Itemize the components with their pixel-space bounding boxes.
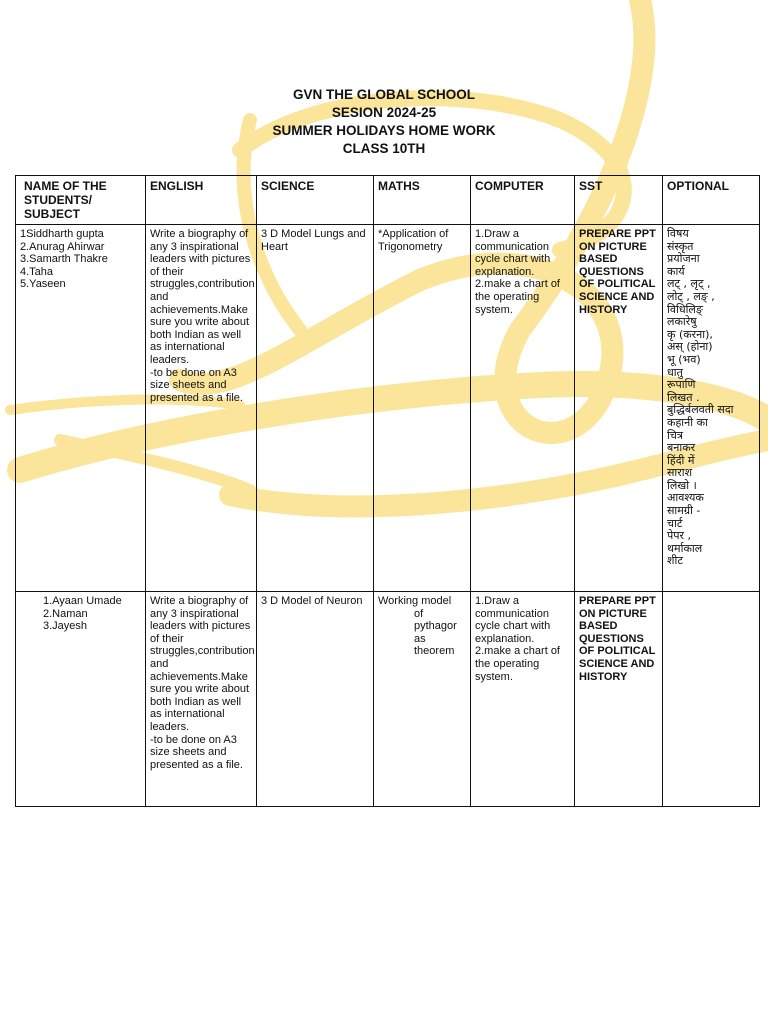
optional-cell: विषय संस्कृत प्रयोजना कार्य लट् , लृट् , लोट् , लङ् , विधिलिङ् लकारेषु कृ (करना), अस् (होना) भू (भव) धातु रूपाणि लिखत . बुद्धिर्बलवती सदा कहानी का चित्र बनाकर हिंदी में साराश लिखो । आवश्यक सामग्री - चार्ट पेपर , थर्माकाल शीट bbox=[663, 225, 760, 592]
school-name: GVN THE GLOBAL SCHOOL bbox=[292, 87, 475, 102]
english-cell: Write a biography of any 3 inspirational leaders with pictures of their struggles,contribution and achievements.Make sure you write about both Indian as well as international leaders. -to be done on A3 size sheets and presented as a file. bbox=[146, 592, 257, 807]
document-header bbox=[0, 86, 768, 158]
maths-cell: *Application of Trigonometry bbox=[374, 225, 471, 592]
science-cell: 3 D Model of Neuron bbox=[257, 592, 374, 807]
column-header-sst: SST bbox=[575, 176, 663, 225]
computer-cell: 1.Draw a communication cycle chart with explanation. 2.make a chart of the operating system. bbox=[471, 225, 575, 592]
students-cell: 1.Ayaan Umade 2.Naman 3.Jayesh bbox=[16, 592, 146, 807]
column-header-science: SCIENCE bbox=[257, 176, 374, 225]
column-header-computer: COMPUTER bbox=[471, 176, 575, 225]
column-header-optional: OPTIONAL bbox=[663, 176, 760, 225]
optional-cell bbox=[663, 592, 760, 807]
column-header-name: NAME OF THE STUDENTS/ SUBJECT bbox=[16, 176, 146, 225]
sst-cell: PREPARE PPT ON PICTURE BASED QUESTIONS OF POLITICAL SCIENCE AND HISTORY bbox=[575, 592, 663, 807]
computer-cell: 1.Draw a communication cycle chart with explanation. 2.make a chart of the operating system. bbox=[471, 592, 575, 807]
table-header-row bbox=[16, 176, 760, 225]
science-cell: 3 D Model Lungs and Heart bbox=[257, 225, 374, 592]
maths-cell bbox=[374, 592, 471, 807]
session-line: SESION 2024-25 bbox=[331, 105, 437, 120]
homework-table bbox=[15, 175, 760, 807]
students-cell: 1Siddharth gupta 2.Anurag Ahirwar 3.Samarth Thakre 4.Taha 5.Yaseen bbox=[16, 225, 146, 592]
document-title: SUMMER HOLIDAYS HOME WORK bbox=[272, 123, 496, 138]
column-header-english: ENGLISH bbox=[146, 176, 257, 225]
sst-cell: PREPARE PPT ON PICTURE BASED QUESTIONS OF POLITICAL SCIENCE AND HISTORY bbox=[575, 225, 663, 592]
maths-text-line1: Working model bbox=[378, 595, 452, 607]
table-row bbox=[16, 592, 760, 807]
english-cell: Write a biography of any 3 inspirational leaders with pictures of their struggles,contribution and achievements.Make sure you write about both Indian as well as international leaders. -to be done on A3 size sheets and presented as a file. bbox=[146, 225, 257, 592]
column-header-maths: MATHS bbox=[374, 176, 471, 225]
class-line: CLASS 10TH bbox=[342, 141, 426, 156]
table-row bbox=[16, 225, 760, 592]
maths-text-rest: of pythagor as theorem bbox=[414, 607, 457, 658]
